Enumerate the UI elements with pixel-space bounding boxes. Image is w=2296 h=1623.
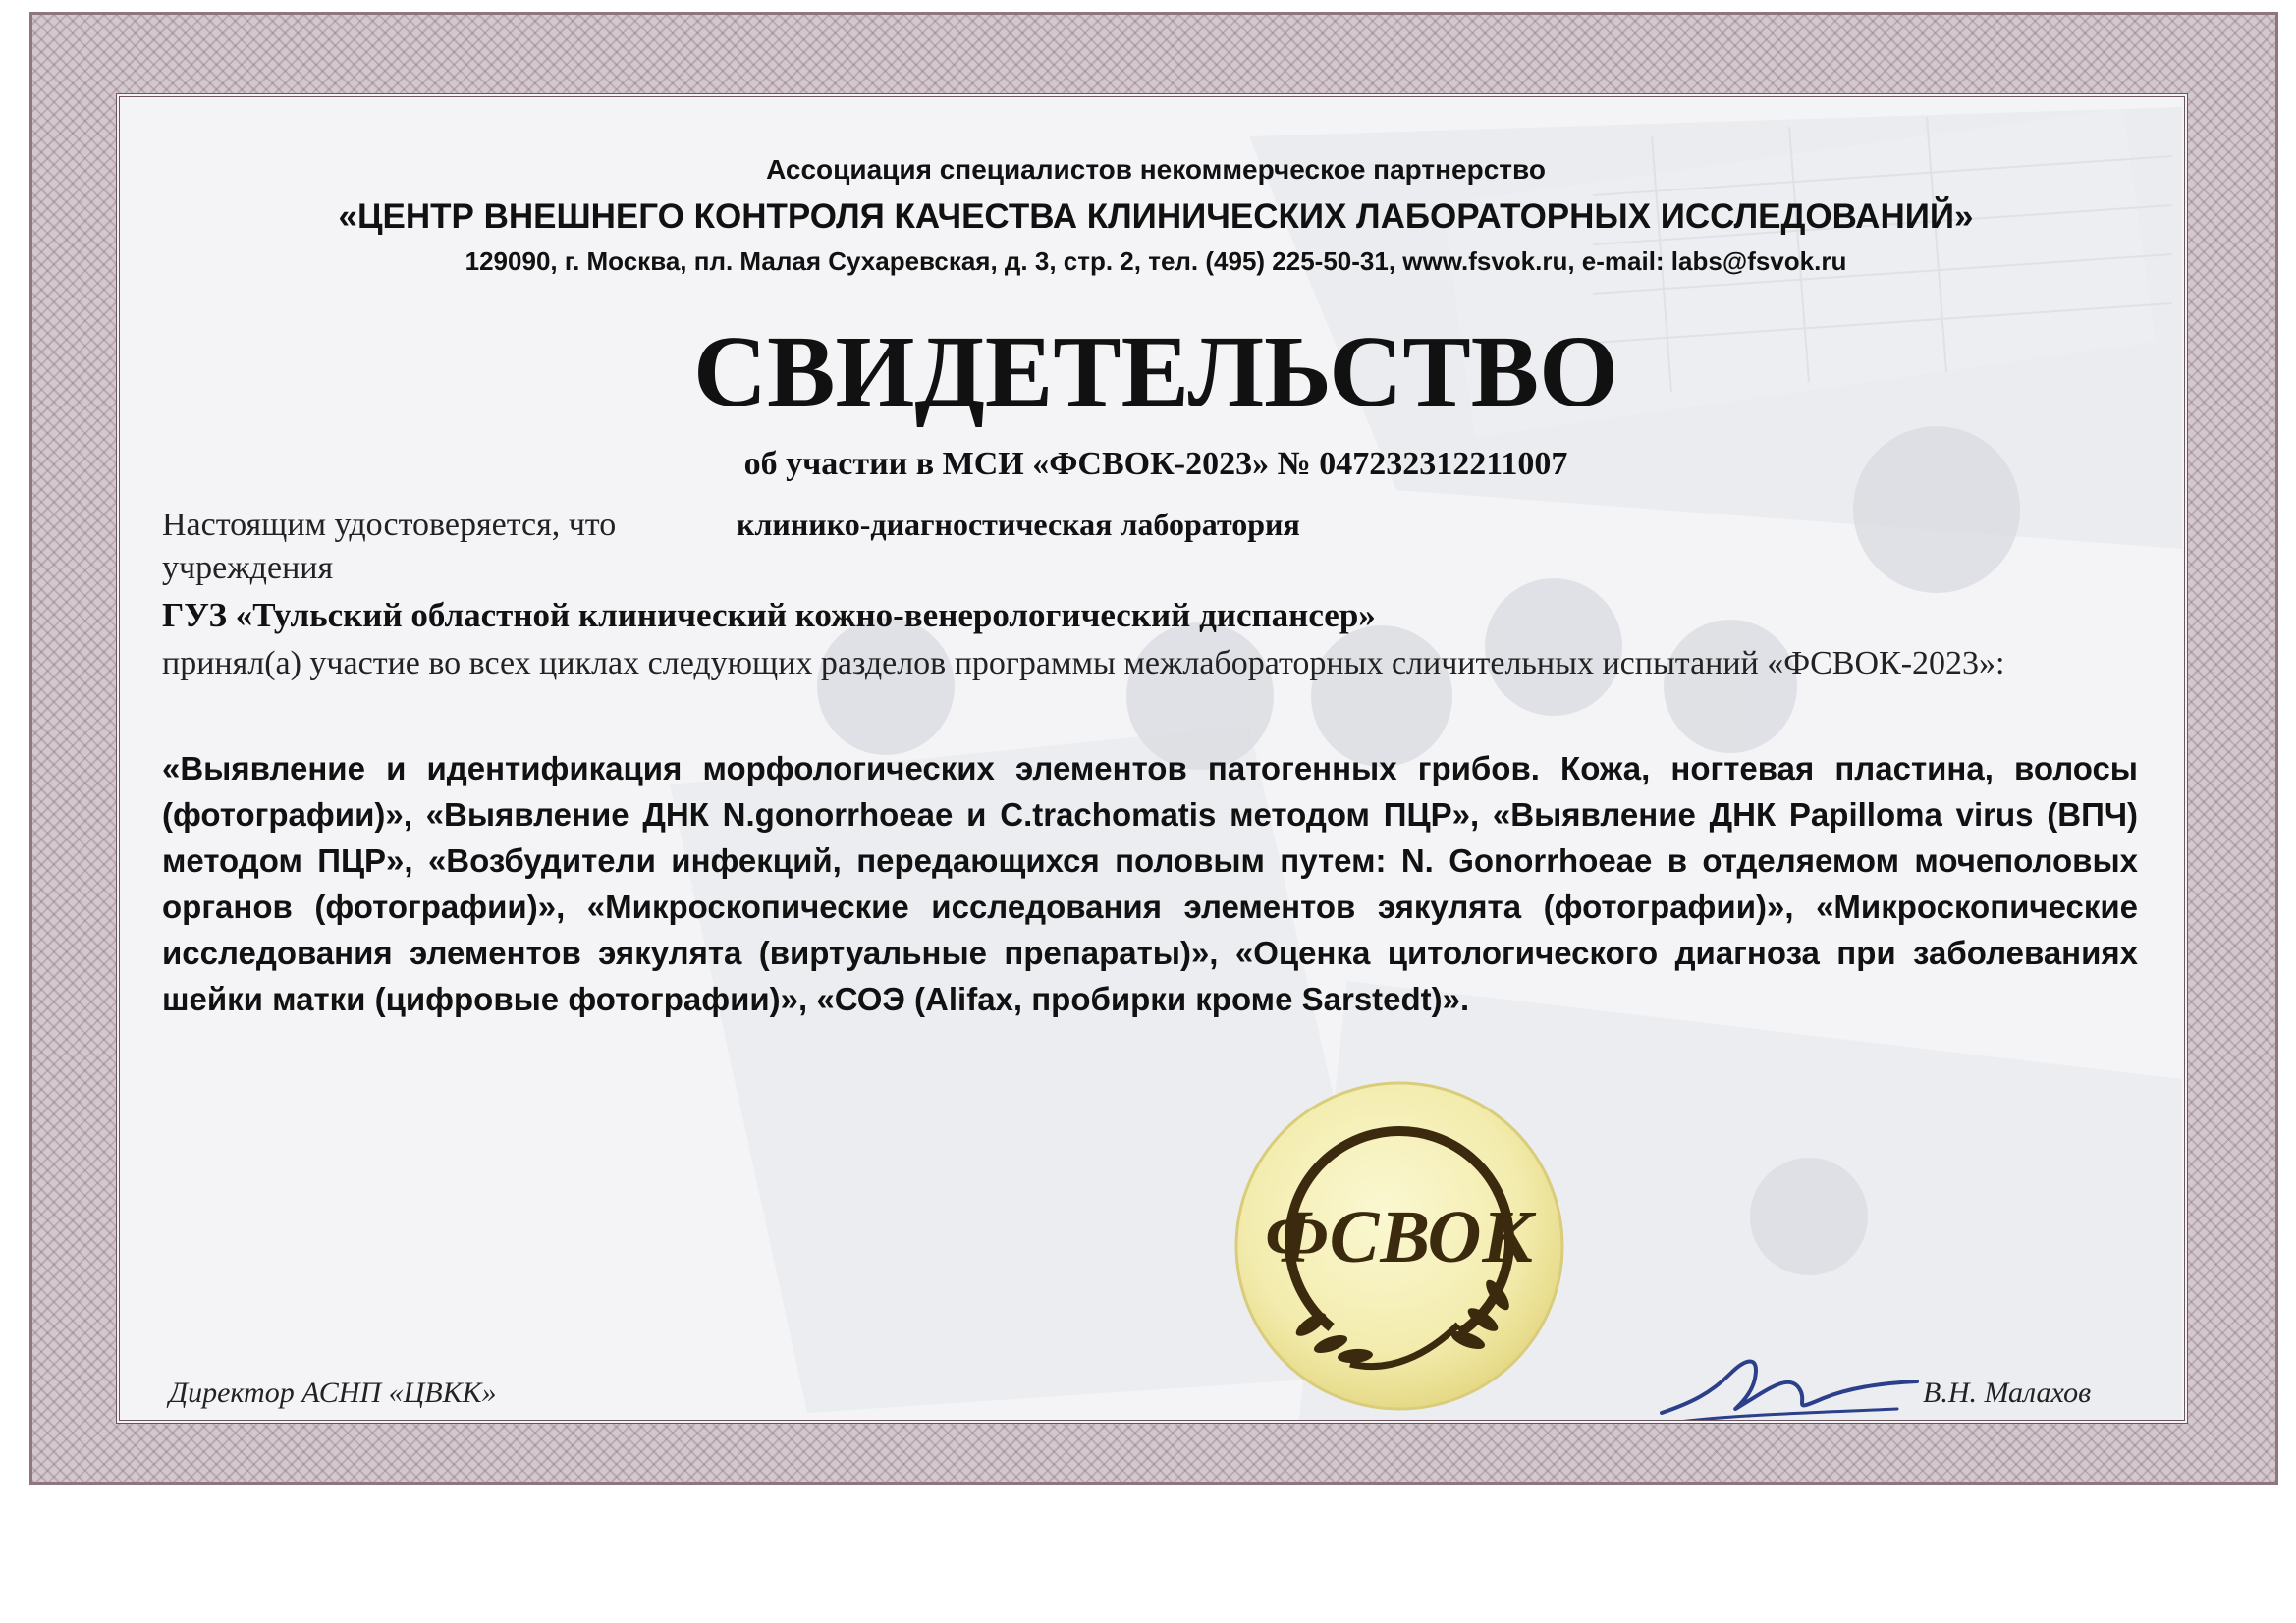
certificate-subtitle: об участии в МСИ «ФСВОК-2023» № 047232312211007: [743, 446, 1568, 482]
organization-name: «ЦЕНТР ВНЕШНЕГО КОНТРОЛЯ КАЧЕСТВА КЛИНИЧЕСКИХ ЛАБОРАТОРНЫХ ИССЛЕДОВАНИЙ»: [338, 197, 1974, 236]
organization-association: Ассоциация специалистов некоммерческое партнерство: [766, 154, 1546, 185]
signature-icon: [1652, 1344, 1927, 1424]
programs-list: «Выявление и идентификация морфологических элементов патогенных грибов. Кожа, ногтевая пластина, волосы (фотографии)», «Выявление ДНК N.gonorrhoeae и C.trachomatis методом ПЦР», «Выявление ДНК Papilloma virus (ВПЧ) методом ПЦР», «Возбудители инфекций, передающихся половым путем: N. Gonorrhoeae в отделяемом мочеполовых органов (фотографии)», «Микроскопические исследования элементов эякулята (фотографии)», «Микроскопические исследования элементов эякулята (виртуальные препараты)», «Оценка цитологического диагноза при заболеваниях шейки матки (цифровые фотографии)», «СОЭ (Alifax, пробирки кроме Sarstedt)».: [162, 750, 2138, 1017]
seal-text: ФСВОК: [1265, 1196, 1534, 1278]
certificate-content: [120, 97, 2188, 1424]
certifies-text: Настоящим удостоверяется, что: [162, 507, 617, 543]
certificate-panel: [116, 93, 2188, 1424]
signatory-title: Директор АСНП «ЦВКК»: [169, 1377, 497, 1409]
organization-address: 129090, г. Москва, пл. Малая Сухаревская, д. 3, стр. 2, тел. (495) 225-50-31, www.fsvok.ru, e-mail: labs@fsvok.ru: [465, 246, 1847, 276]
certificate-title: СВИДЕТЕЛЬСТВО: [692, 315, 1619, 428]
institution-name: ГУЗ «Тульский областной клинический кожно-венерологический диспансер»: [162, 596, 1376, 634]
fsvok-seal: [1232, 1079, 1566, 1413]
participation-text: принял(а) участие во всех циклах следующих разделов программы межлабораторных сличительных испытаний «ФСВОК-2023»:: [162, 645, 2005, 681]
institution-label: учреждения: [162, 550, 334, 586]
lab-type: клинико-диагностическая лаборатория: [737, 507, 1300, 542]
signatory-name: В.Н. Малахов: [1923, 1377, 2092, 1409]
